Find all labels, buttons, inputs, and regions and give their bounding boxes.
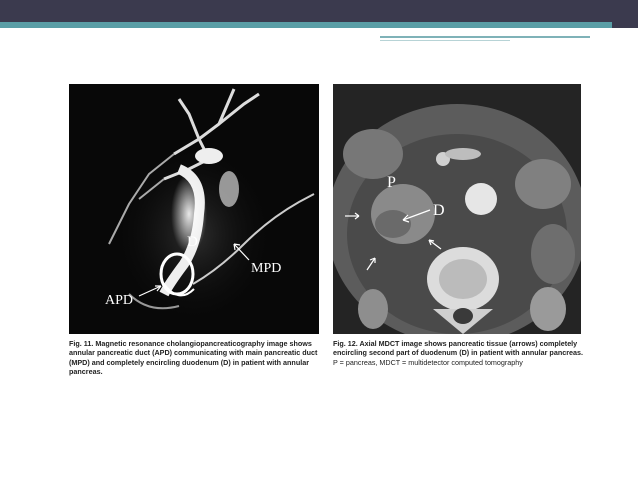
label-duodenum-ct: D <box>433 202 445 219</box>
axial-ct-image <box>333 84 581 334</box>
label-mpd: MPD <box>251 261 282 276</box>
header-corner-block <box>612 0 638 28</box>
header-accent-line <box>0 22 638 28</box>
title-accent-line-secondary <box>380 40 510 41</box>
figure-11-caption: Fig. 11. Magnetic resonance cholangiopancreaticography image shows annular pancreatic duct (APD) communicating with main pancreatic duct (MPD) and completely encircling duodenum (D) in patient with annular pancreas. <box>69 339 318 377</box>
label-apd: APD <box>105 293 134 308</box>
label-pancreas: P <box>387 174 396 191</box>
header-bar <box>0 0 638 22</box>
figure-12-caption: Fig. 12. Axial MDCT image shows pancreatic tissue (arrows) completely encircling second part of duodenum (D) in patient with annular pancreas. P = pancreas, MDCT = multidetector computed tomography <box>333 339 583 367</box>
title-accent-line <box>380 36 590 38</box>
mrcp-image <box>69 84 319 334</box>
label-duodenum: D <box>187 234 198 250</box>
